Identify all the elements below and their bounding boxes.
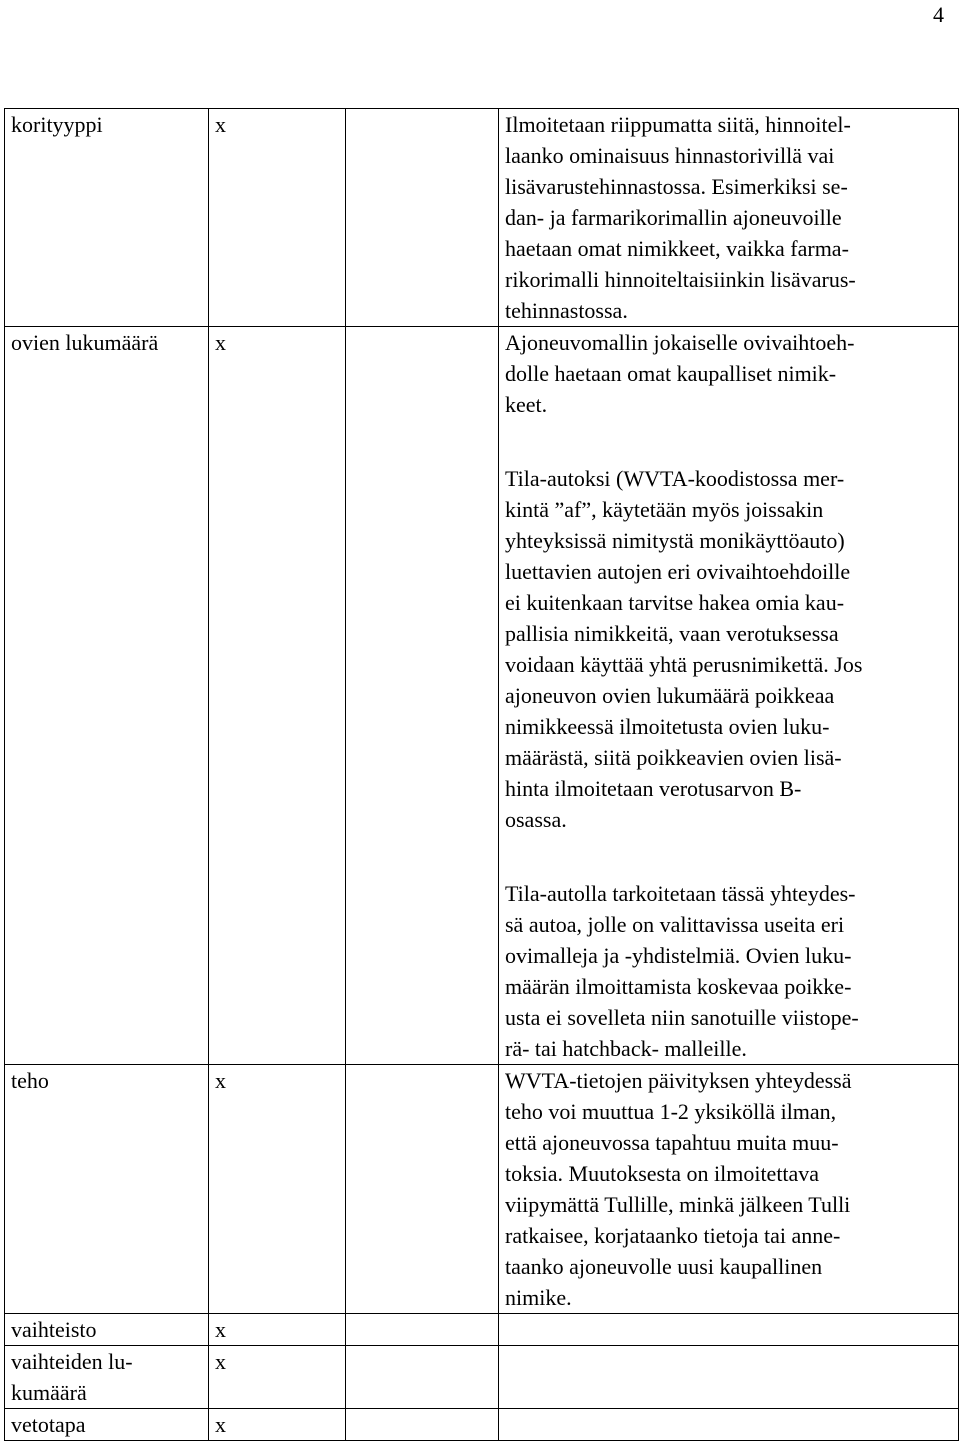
description-line: ei kuitenkaan tarvitse hakea omia kau- <box>505 590 845 615</box>
required-mark: x <box>215 1317 226 1342</box>
description-line: Ilmoitetaan riippumatta siitä, hinnoitel- <box>505 112 851 137</box>
description-cell <box>499 1346 959 1409</box>
description-line: osassa. <box>505 807 567 832</box>
required-mark: x <box>215 330 226 355</box>
required-mark: x <box>215 1412 226 1437</box>
table-row <box>5 1065 959 1314</box>
description-line: lisävarustehinnastossa. Esimerkiksi se- <box>505 174 848 199</box>
description-paragraph <box>505 878 958 1064</box>
description-line: toksia. Muutoksesta on ilmoitettava <box>505 1161 820 1186</box>
description-line: yhteyksissä nimitystä monikäyttöauto) <box>505 528 845 553</box>
description-cell <box>499 1314 959 1346</box>
empty-cell <box>346 109 499 327</box>
description-line: taanko ajoneuvolle uusi kaupallinen <box>505 1254 823 1279</box>
description-line: määrästä, siitä poikkeavien ovien lisä- <box>505 745 842 770</box>
description-line: keet. <box>505 392 548 417</box>
required-mark-cell <box>209 1409 346 1441</box>
required-mark-cell <box>209 1346 346 1409</box>
page-number: 4 <box>933 2 944 27</box>
table-row <box>5 109 959 327</box>
table-row <box>5 1409 959 1441</box>
attribute-name: kumäärä <box>11 1380 87 1405</box>
description-line: usta ei sovelleta niin sanotuille viistope- <box>505 1005 859 1030</box>
description-line: rä- tai hatchback- malleille. <box>505 1036 747 1061</box>
required-mark-cell <box>209 109 346 327</box>
description-paragraph <box>505 109 958 326</box>
empty-cell <box>346 1409 499 1441</box>
description-paragraph <box>505 327 958 420</box>
description-line: viipymättä Tullille, minkä jälkeen Tulli <box>505 1192 851 1217</box>
description-line: pallisia nimikkeitä, vaan verotuksessa <box>505 621 839 646</box>
description-line: Tila-autolla tarkoitetaan tässä yhteydes- <box>505 881 856 906</box>
description-line: kintä ”af”, käytetään myös joissakin <box>505 497 824 522</box>
description-line: että ajoneuvossa tapahtuu muita muu- <box>505 1130 839 1155</box>
description-line: ovimalleja ja -yhdistelmiä. Ovien luku- <box>505 943 852 968</box>
required-mark: x <box>215 1349 226 1374</box>
description-line: rikorimalli hinnoiteltaisiinkin lisävarus- <box>505 267 856 292</box>
description-line: WVTA-tietojen päivityksen yhteydessä <box>505 1068 852 1093</box>
attribute-name: vetotapa <box>11 1412 86 1437</box>
empty-cell <box>346 1065 499 1314</box>
description-cell <box>499 1409 959 1441</box>
vehicle-attribute-table <box>4 108 959 1441</box>
description-line: dolle haetaan omat kaupalliset nimik- <box>505 361 837 386</box>
required-mark-cell <box>209 327 346 1065</box>
description-line: ratkaisee, korjataanko tietoja tai anne- <box>505 1223 841 1248</box>
description-line: voidaan käyttää yhtä perusnimikettä. Jos <box>505 652 863 677</box>
description-line: määrän ilmoittamista koskevaa poikke- <box>505 974 852 999</box>
empty-cell <box>346 1314 499 1346</box>
description-line: teho voi muuttua 1-2 yksiköllä ilman, <box>505 1099 837 1124</box>
description-line: haetaan omat nimikkeet, vaikka farma- <box>505 236 849 261</box>
required-mark: x <box>215 112 226 137</box>
description-line: ajoneuvon ovien lukumäärä poikkeaa <box>505 683 835 708</box>
description-line: hinta ilmoitetaan verotusarvon B- <box>505 776 802 801</box>
table-row <box>5 1314 959 1346</box>
description-line: sä autoa, jolle on valittavissa useita eri <box>505 912 845 937</box>
required-mark-cell <box>209 1314 346 1346</box>
description-line: nimikkeessä ilmoitetusta ovien luku- <box>505 714 830 739</box>
attribute-name: korityyppi <box>11 112 103 137</box>
empty-cell <box>346 1346 499 1409</box>
description-cell <box>499 1065 959 1314</box>
description-line: tehinnastossa. <box>505 298 628 323</box>
description-paragraph <box>505 463 958 835</box>
table-body <box>5 109 959 1441</box>
attribute-name: vaihteiden lu- <box>11 1349 133 1374</box>
empty-cell <box>346 327 499 1065</box>
attribute-name-cell <box>5 1346 209 1409</box>
attribute-name-cell <box>5 109 209 327</box>
required-mark-cell <box>209 1065 346 1314</box>
attribute-name-cell <box>5 327 209 1065</box>
attribute-name: teho <box>11 1068 49 1093</box>
attribute-name-cell <box>5 1065 209 1314</box>
description-cell <box>499 327 959 1065</box>
table-row <box>5 1346 959 1409</box>
description-cell <box>499 109 959 327</box>
table-row <box>5 327 959 1065</box>
description-paragraph <box>505 1065 958 1313</box>
description-line: Tila-autoksi (WVTA-koodistossa mer- <box>505 466 845 491</box>
description-line: luettavien autojen eri ovivaihtoehdoille <box>505 559 851 584</box>
description-line: nimike. <box>505 1285 572 1310</box>
description-line: Ajoneuvomallin jokaiselle ovivaihtoeh- <box>505 330 855 355</box>
required-mark: x <box>215 1068 226 1093</box>
attribute-name: ovien lukumäärä <box>11 330 159 355</box>
description-line: dan- ja farmarikorimallin ajoneuvoille <box>505 205 842 230</box>
description-line: laanko ominaisuus hinnastorivillä vai <box>505 143 835 168</box>
attribute-name-cell <box>5 1409 209 1441</box>
attribute-name: vaihteisto <box>11 1317 97 1342</box>
attribute-name-cell <box>5 1314 209 1346</box>
